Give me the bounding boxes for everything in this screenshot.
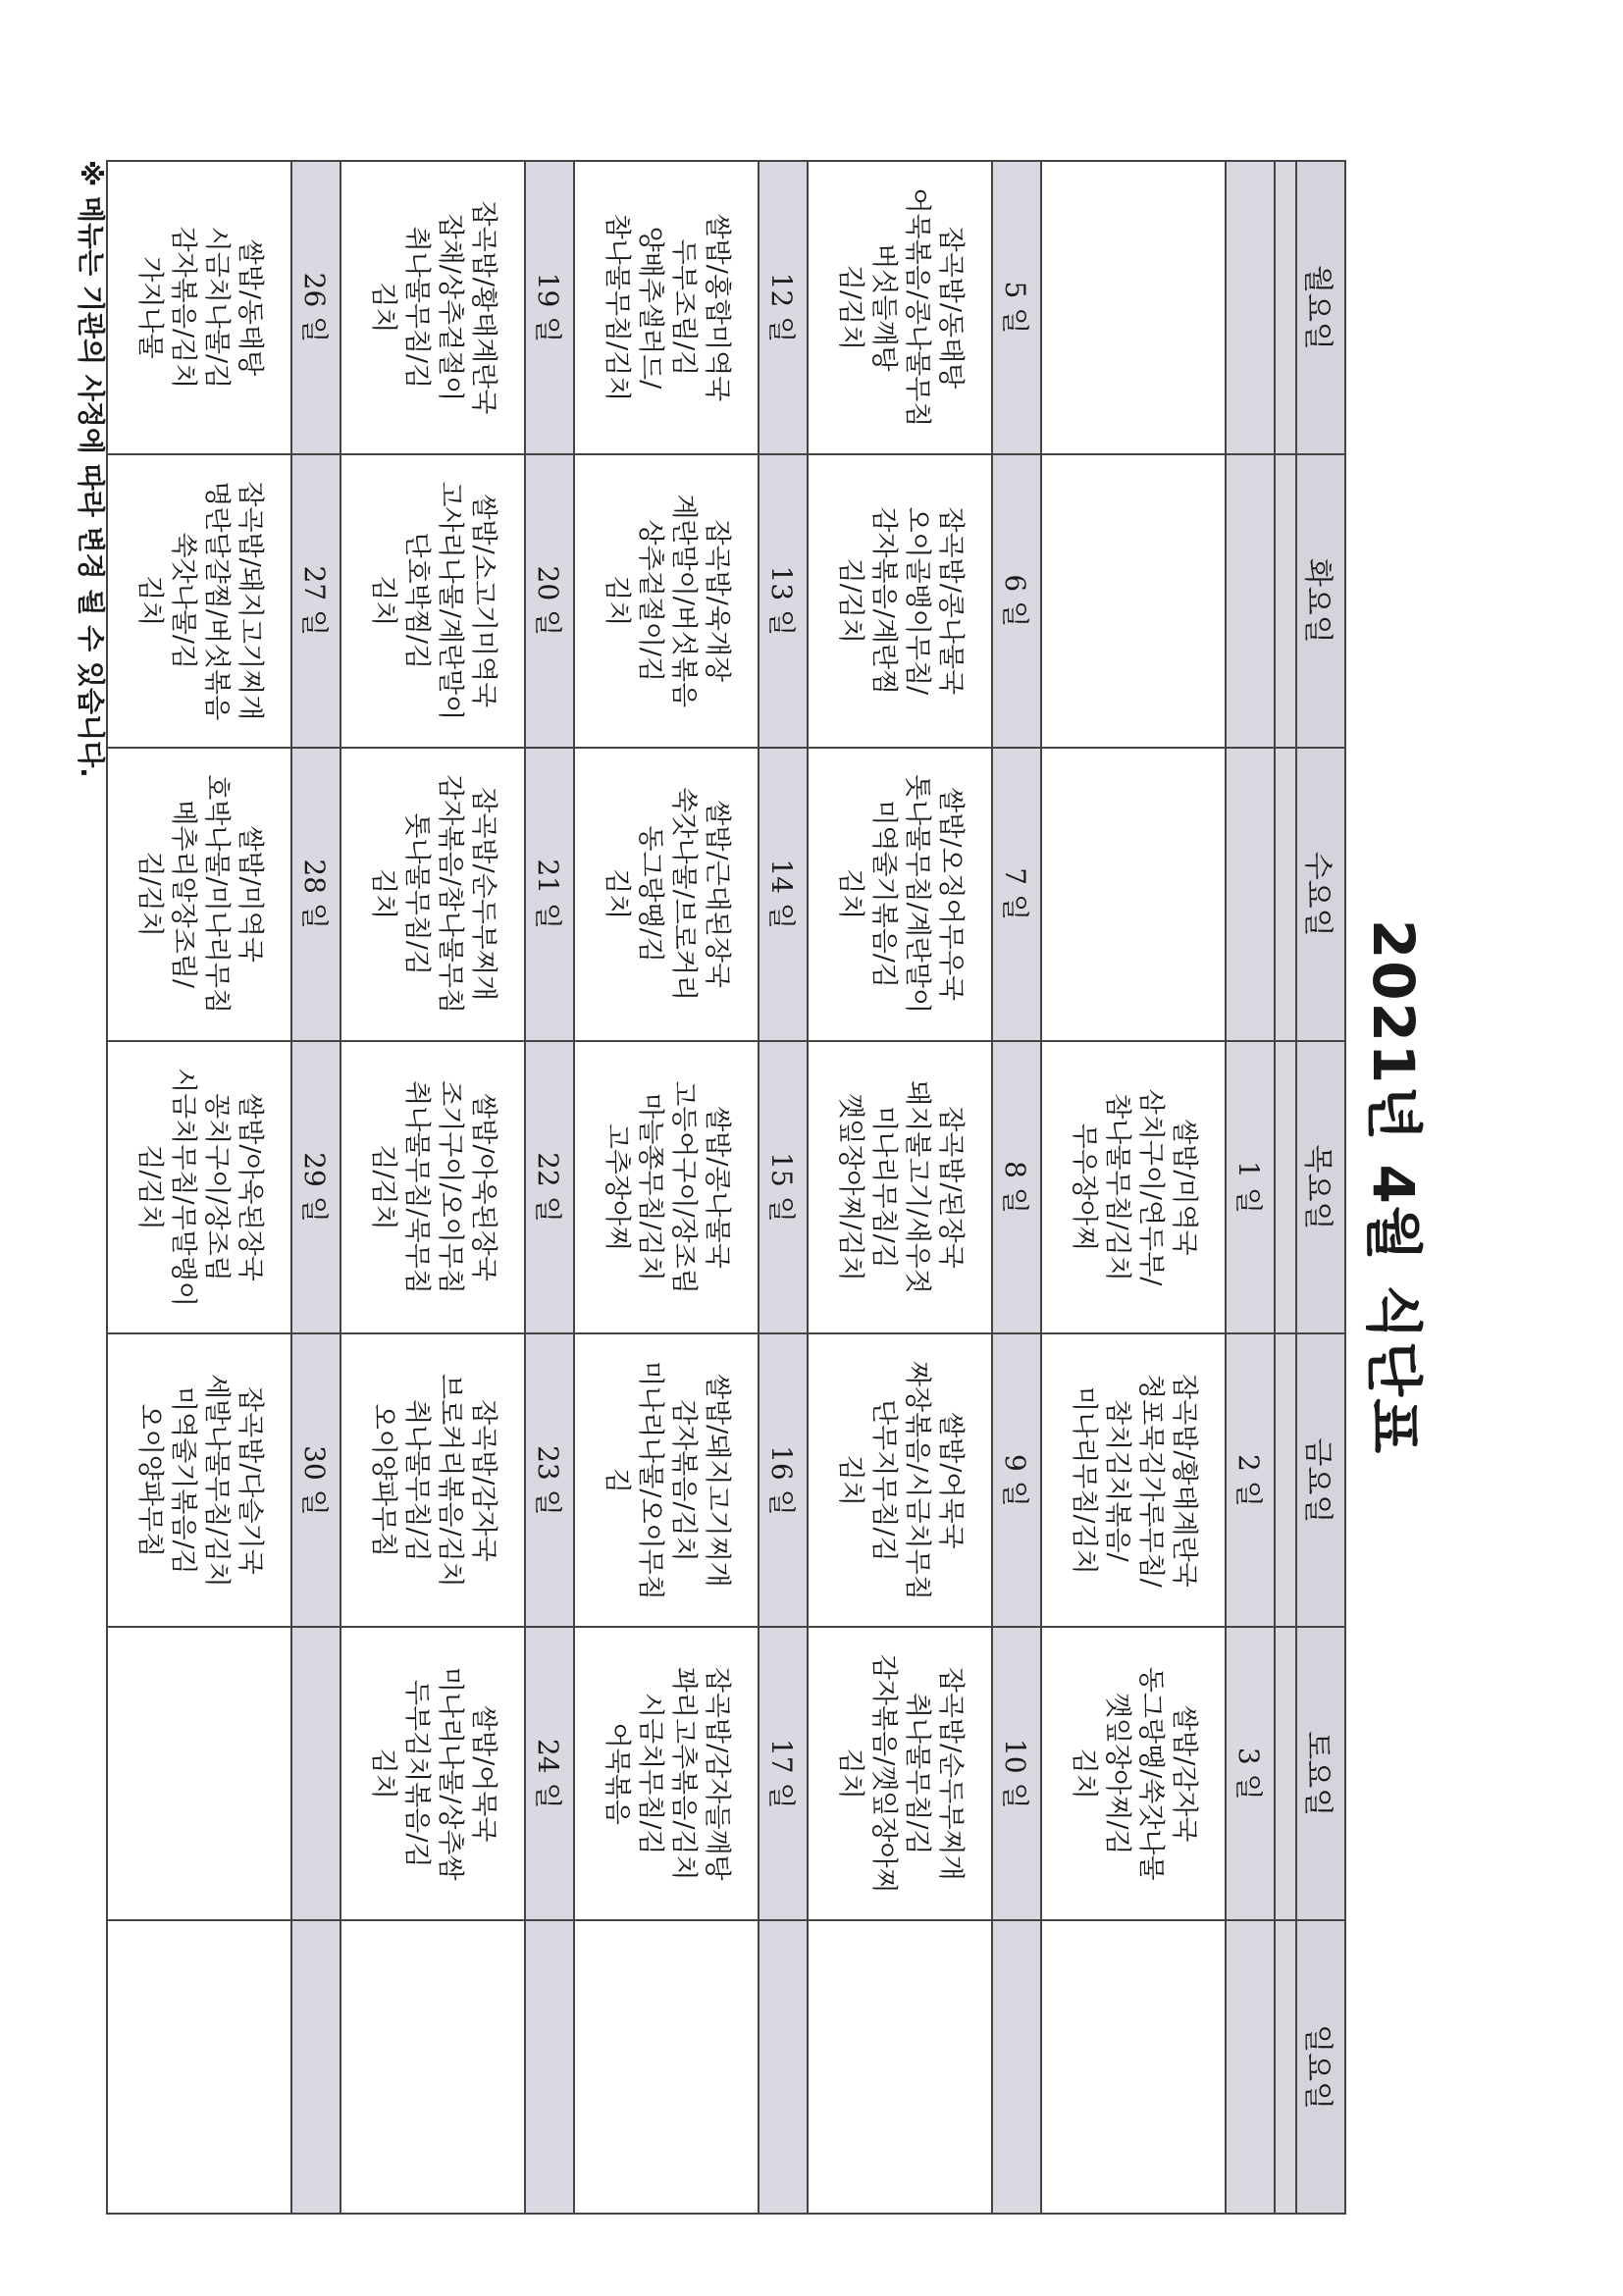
menu-item: 참나물무침/김치 bbox=[1102, 1093, 1132, 1281]
menu-item: 잡곡밥/감자들깨탕 bbox=[702, 1666, 732, 1881]
menu-cell bbox=[1041, 1333, 1226, 1627]
menu-item: 양배추샐러드/ bbox=[635, 226, 665, 390]
menu-table bbox=[106, 160, 1346, 2215]
menu-cell bbox=[340, 1627, 525, 1920]
menu-item: 김치 bbox=[602, 575, 632, 627]
menu-item: 취나물무침/김 bbox=[902, 1692, 932, 1855]
menu-item: 두부조림/김 bbox=[668, 238, 699, 377]
menu-cell bbox=[1041, 1920, 1226, 2214]
menu-item: 쌀밥/홍합미역국 bbox=[702, 213, 732, 402]
menu-item: 계란말이/버섯볶음 bbox=[668, 494, 699, 708]
menu-cell bbox=[574, 454, 759, 748]
menu-row bbox=[340, 161, 525, 2214]
date-cell: 21 일 bbox=[525, 748, 574, 1041]
date-cell: 10 일 bbox=[992, 1627, 1041, 1920]
menu-item: 감자볶음/참나물무침 bbox=[435, 774, 465, 1015]
menu-item: 잡곡밥/육개장 bbox=[702, 519, 732, 683]
menu-item: 감자볶음/김치 bbox=[168, 226, 198, 390]
weekday-header: 수요일 bbox=[1296, 748, 1345, 1041]
header-spacer-row bbox=[1275, 161, 1296, 2214]
menu-cell bbox=[107, 161, 291, 454]
menu-item: 동그랑땡/김 bbox=[635, 825, 665, 963]
date-cell: 9 일 bbox=[992, 1333, 1041, 1627]
menu-item: 김치 bbox=[835, 1748, 865, 1800]
menu-item: 쌀밥/돼지고기찌개 bbox=[702, 1373, 732, 1588]
menu-item: 잡곡밥/황태계란국 bbox=[1169, 1373, 1199, 1588]
menu-item: 동그랑땡/쑥갓나물 bbox=[1135, 1666, 1166, 1881]
date-cell: 2 일 bbox=[1226, 1333, 1275, 1627]
menu-row bbox=[808, 161, 992, 2214]
menu-cell bbox=[574, 1333, 759, 1627]
weekday-header: 금요일 bbox=[1296, 1333, 1345, 1627]
menu-item: 잡곡밥/다슬기국 bbox=[235, 1386, 265, 1575]
menu-item: 오이골뱅이무침/ bbox=[902, 506, 932, 696]
menu-item: 깻잎장아찌/김치 bbox=[835, 1093, 865, 1281]
date-cell: 27 일 bbox=[291, 454, 340, 748]
menu-item: 쌀밥/소고기미역국 bbox=[468, 494, 498, 708]
menu-cell bbox=[808, 1627, 992, 1920]
menu-item: 톳나물무침/계란말이 bbox=[902, 774, 932, 1015]
menu-item: 쌀밥/어묵국 bbox=[468, 1704, 498, 1843]
date-cell: 24 일 bbox=[525, 1627, 574, 1920]
date-row bbox=[525, 161, 574, 2214]
menu-item: 잡곡밥/돼지고기찌개 bbox=[235, 481, 265, 721]
date-cell: 12 일 bbox=[759, 161, 808, 454]
date-cell: 30 일 bbox=[291, 1333, 340, 1627]
date-cell: 26 일 bbox=[291, 161, 340, 454]
menu-item: 잡곡밥/황태계란국 bbox=[468, 200, 498, 415]
menu-item: 잡곡밥/순두부찌개 bbox=[468, 787, 498, 1002]
menu-item: 쌀밥/어묵국 bbox=[935, 1412, 966, 1549]
menu-item: 미나리나물/상추쌈 bbox=[435, 1666, 465, 1881]
menu-cell bbox=[1041, 1041, 1226, 1334]
date-cell bbox=[291, 1627, 340, 1920]
menu-cell bbox=[808, 748, 992, 1041]
menu-item: 김치 bbox=[368, 868, 398, 920]
date-cell bbox=[1226, 161, 1275, 454]
menu-item: 오이양파무침 bbox=[368, 1403, 398, 1558]
menu-item: 시금치무침/무말랭이 bbox=[168, 1068, 198, 1307]
week-rows bbox=[107, 161, 1275, 2214]
weekday-header: 화요일 bbox=[1296, 454, 1345, 748]
menu-item: 시금치무침/김 bbox=[635, 1692, 665, 1855]
menu-item: 오이양파무침 bbox=[134, 1403, 165, 1558]
menu-item: 참치김치볶음/ bbox=[1102, 1399, 1132, 1562]
menu-item: 김 bbox=[602, 1467, 632, 1493]
weekday-header: 목요일 bbox=[1296, 1041, 1345, 1334]
menu-item: 김치 bbox=[368, 1748, 398, 1800]
menu-item: 감자볶음/계란찜 bbox=[868, 506, 899, 696]
menu-item: 취나물무침/묵무침 bbox=[401, 1080, 432, 1294]
menu-item: 미역줄기볶음/김 bbox=[868, 800, 899, 988]
menu-item: 쌀밥/동태탕 bbox=[235, 238, 265, 377]
menu-item: 취나물무침/김 bbox=[401, 226, 432, 390]
menu-cell bbox=[107, 1627, 291, 1920]
date-cell bbox=[1226, 1920, 1275, 2214]
date-row bbox=[759, 161, 808, 2214]
menu-item: 쌀밥/미역국 bbox=[1169, 1119, 1199, 1256]
weekday-header: 월요일 bbox=[1296, 161, 1345, 454]
menu-item: 감자볶음/김치 bbox=[668, 1399, 699, 1562]
menu-item: 어묵볶음/콩나물무침 bbox=[902, 187, 932, 428]
menu-cell bbox=[340, 1041, 525, 1334]
menu-item: 무우장아찌 bbox=[1069, 1122, 1099, 1252]
date-cell: 7 일 bbox=[992, 748, 1041, 1041]
date-cell: 28 일 bbox=[291, 748, 340, 1041]
menu-item: 김치 bbox=[1069, 1748, 1099, 1800]
menu-cell bbox=[574, 161, 759, 454]
menu-cell bbox=[808, 161, 992, 454]
menu-item: 고추장아찌 bbox=[602, 1122, 632, 1252]
menu-cell bbox=[107, 1920, 291, 2214]
menu-cell bbox=[574, 1627, 759, 1920]
weekday-header-row bbox=[1296, 161, 1345, 2214]
menu-item: 미역줄기볶음/김 bbox=[168, 1386, 198, 1575]
menu-item: 미나리무침/김 bbox=[868, 1106, 899, 1269]
menu-item: 쌀밥/미역국 bbox=[235, 825, 265, 963]
date-cell bbox=[759, 1920, 808, 2214]
menu-cell bbox=[574, 1041, 759, 1334]
menu-item: 참나물무침/김치 bbox=[602, 213, 632, 402]
menu-cell bbox=[1041, 161, 1226, 454]
menu-item: 잡채/상추겉절이 bbox=[435, 213, 465, 402]
menu-cell bbox=[107, 454, 291, 748]
weekday-header: 토요일 bbox=[1296, 1627, 1345, 1920]
menu-item: 쌀밥/근대된장국 bbox=[702, 800, 732, 988]
menu-item: 김치 bbox=[368, 575, 398, 627]
menu-item: 잡곡밥/동태탕 bbox=[935, 226, 966, 390]
date-cell: 19 일 bbox=[525, 161, 574, 454]
date-cell: 1 일 bbox=[1226, 1041, 1275, 1334]
menu-item: 김치 bbox=[368, 282, 398, 334]
menu-row bbox=[107, 161, 291, 2214]
menu-item: 고사리나물/계란말이 bbox=[435, 481, 465, 721]
menu-cell bbox=[1041, 748, 1226, 1041]
menu-item: 김/김치 bbox=[134, 851, 165, 937]
menu-item: 브로커리볶음/김치 bbox=[435, 1373, 465, 1588]
date-cell: 23 일 bbox=[525, 1333, 574, 1627]
menu-item: 김치 bbox=[835, 868, 865, 920]
menu-item: 메추리알장조림/ bbox=[168, 800, 198, 988]
menu-cell bbox=[1041, 1627, 1226, 1920]
menu-sheet bbox=[0, 108, 1454, 2267]
menu-item: 감자볶음/깻잎장아찌 bbox=[868, 1653, 899, 1894]
menu-item: 고등어구이/장조림 bbox=[668, 1080, 699, 1294]
menu-item: 가지나물 bbox=[134, 256, 165, 359]
menu-item: 쌀밥/오징어무우국 bbox=[935, 787, 966, 1002]
menu-item: 마늘쫑무침/김치 bbox=[635, 1093, 665, 1281]
menu-item: 꽁치구이/장조림 bbox=[201, 1093, 232, 1281]
menu-item: 쌀밥/콩나물국 bbox=[702, 1106, 732, 1269]
date-cell: 22 일 bbox=[525, 1041, 574, 1334]
menu-cell bbox=[107, 1333, 291, 1627]
menu-item: 잡곡밥/된장국 bbox=[935, 1106, 966, 1269]
menu-item: 김치 bbox=[134, 575, 165, 627]
date-cell bbox=[1226, 748, 1275, 1041]
menu-cell bbox=[340, 1333, 525, 1627]
date-cell: 6 일 bbox=[992, 454, 1041, 748]
menu-item: 잡곡밥/순두부찌개 bbox=[935, 1666, 966, 1881]
menu-item: 쌀밥/감자국 bbox=[1169, 1704, 1199, 1843]
menu-item: 쑥갓나물/김 bbox=[168, 532, 198, 670]
menu-item: 짜장볶음/시금치무침 bbox=[902, 1360, 932, 1600]
menu-item: 단호박찜/김 bbox=[401, 532, 432, 670]
menu-row bbox=[1041, 161, 1226, 2214]
date-row bbox=[1226, 161, 1275, 2214]
menu-item: 김치 bbox=[602, 868, 632, 920]
menu-cell bbox=[340, 454, 525, 748]
menu-item: 톳나물무침/김 bbox=[401, 812, 432, 975]
page-title: 2021년 4월 식단표 bbox=[1360, 918, 1427, 1456]
menu-item: 미나리무침/김치 bbox=[1069, 1386, 1099, 1575]
menu-cell bbox=[107, 748, 291, 1041]
menu-item: 청포묵김가루무침/ bbox=[1135, 1373, 1166, 1588]
menu-cell bbox=[107, 1041, 291, 1334]
date-cell: 8 일 bbox=[992, 1041, 1041, 1334]
date-cell: 16 일 bbox=[759, 1333, 808, 1627]
menu-item: 쌀밥/아욱된장국 bbox=[468, 1093, 498, 1281]
menu-item: 잡곡밥/감자국 bbox=[468, 1399, 498, 1562]
menu-item: 단무지무침/김 bbox=[868, 1399, 899, 1562]
menu-item: 쑥갓나물/브로커리 bbox=[668, 787, 699, 1002]
menu-cell bbox=[808, 1333, 992, 1627]
date-cell: 3 일 bbox=[1226, 1627, 1275, 1920]
menu-item: 버섯들깨탕 bbox=[868, 243, 899, 372]
weekday-header: 일요일 bbox=[1296, 1920, 1345, 2214]
menu-cell bbox=[808, 1041, 992, 1334]
footnote: ※ 메뉴는 기관의 사정에 따라 변경 될 수 있습니다. bbox=[75, 160, 107, 778]
date-cell: 17 일 bbox=[759, 1627, 808, 1920]
menu-item: 두부김치볶음/김 bbox=[401, 1679, 432, 1868]
date-cell: 20 일 bbox=[525, 454, 574, 748]
date-row bbox=[291, 161, 340, 2214]
menu-item: 삼치구이/연두부/ bbox=[1135, 1088, 1166, 1286]
menu-item: 꽈리고추볶음/김치 bbox=[668, 1666, 699, 1881]
menu-item: 조기구이/오이무침 bbox=[435, 1080, 465, 1294]
date-cell: 14 일 bbox=[759, 748, 808, 1041]
menu-item: 취나물무침/김 bbox=[401, 1399, 432, 1562]
date-cell bbox=[291, 1920, 340, 2214]
menu-cell bbox=[340, 161, 525, 454]
date-row bbox=[992, 161, 1041, 2214]
menu-item: 김/김치 bbox=[368, 1144, 398, 1230]
menu-item: 시금치나물/김 bbox=[201, 226, 232, 390]
menu-item: 어묵볶음 bbox=[602, 1722, 632, 1825]
menu-item: 쌀밥/아욱된장국 bbox=[235, 1093, 265, 1281]
menu-cell bbox=[808, 1920, 992, 2214]
menu-cell bbox=[1041, 454, 1226, 748]
menu-item: 세발나물무침/김치 bbox=[201, 1373, 232, 1588]
date-cell: 13 일 bbox=[759, 454, 808, 748]
menu-item: 상추겉절이/김 bbox=[635, 519, 665, 683]
menu-item: 김/김치 bbox=[835, 264, 865, 351]
menu-item: 김/김치 bbox=[835, 557, 865, 644]
date-cell: 29 일 bbox=[291, 1041, 340, 1334]
menu-item: 깻잎장아찌/김 bbox=[1102, 1692, 1132, 1855]
menu-item: 미나리나물/오이무침 bbox=[635, 1360, 665, 1600]
date-cell bbox=[992, 1920, 1041, 2214]
menu-item: 김치 bbox=[835, 1454, 865, 1506]
menu-item: 김/김치 bbox=[134, 1144, 165, 1230]
menu-cell bbox=[340, 748, 525, 1041]
menu-cell bbox=[808, 454, 992, 748]
date-cell bbox=[525, 1920, 574, 2214]
date-cell bbox=[1226, 454, 1275, 748]
menu-row bbox=[574, 161, 759, 2214]
menu-cell bbox=[340, 1920, 525, 2214]
menu-item: 호박나물/미나리무침 bbox=[201, 774, 232, 1015]
menu-item: 명란달걀찜/버섯볶음 bbox=[201, 481, 232, 721]
menu-cell bbox=[574, 1920, 759, 2214]
menu-item: 돼지불고기/새우젓 bbox=[902, 1080, 932, 1294]
date-cell: 15 일 bbox=[759, 1041, 808, 1334]
menu-item: 잡곡밥/콩나물국 bbox=[935, 506, 966, 696]
menu-cell bbox=[574, 748, 759, 1041]
date-cell: 5 일 bbox=[992, 161, 1041, 454]
